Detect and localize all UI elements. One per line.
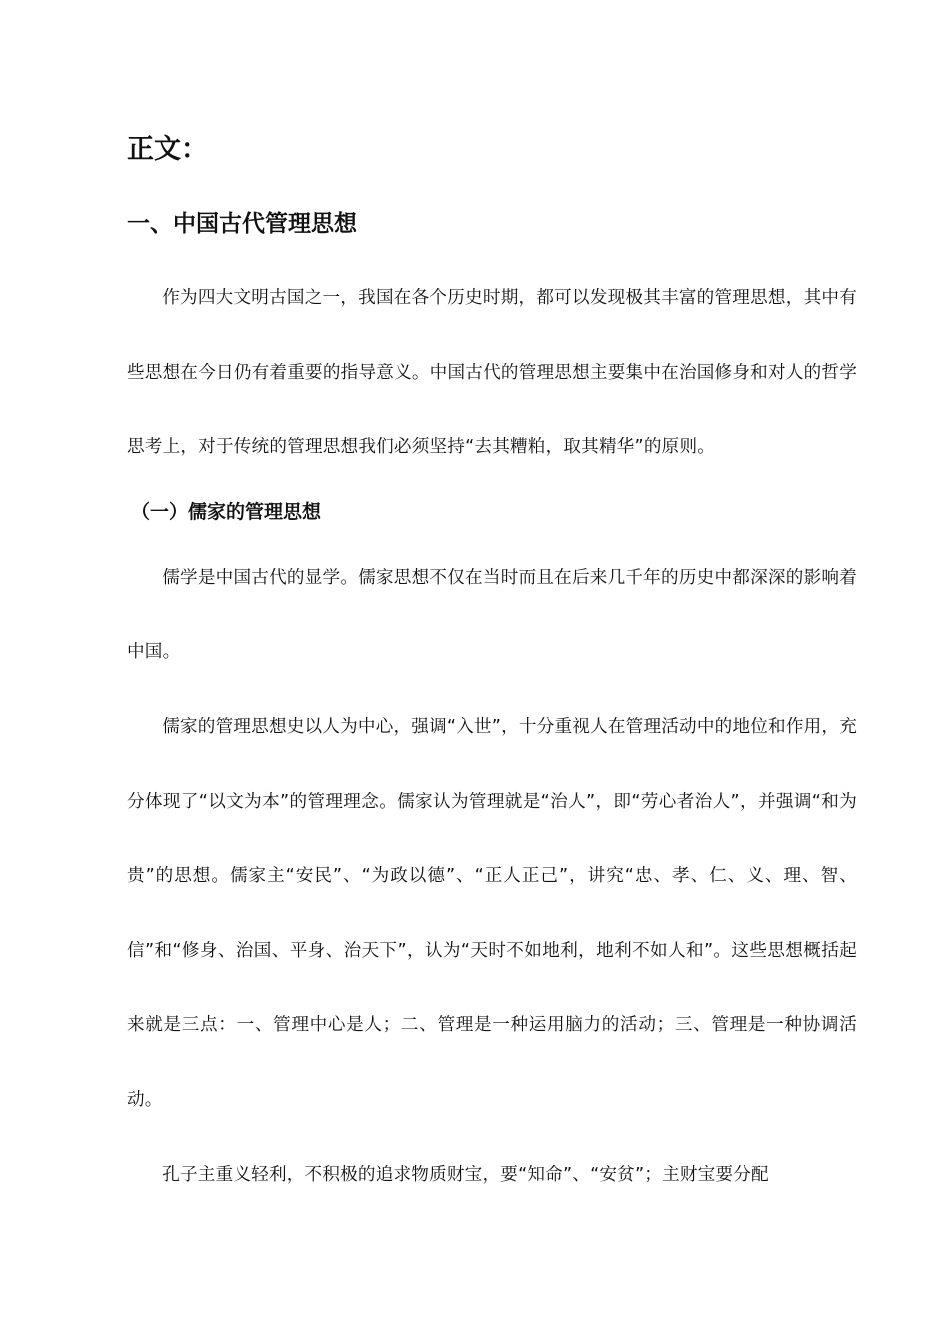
intro-paragraph: 作为四大文明古国之一，我国在各个历史时期，都可以发现极其丰富的管理思想，其中有些思想在今日仍有着重要的指导意义。中国古代的管理思想主要集中在治国修身和对人的哲学思考上，对于传统的管理思想我们必须坚持“去其糟粕，取其精华”的原则。: [127, 288, 857, 458]
main-title: 正文：: [127, 134, 208, 165]
confucian-paragraph-1: 儒学是中国古代的显学。儒家思想不仅在当时而且在后来几千年的历史中都深深的影响着中国。: [127, 567, 857, 663]
confucian-paragraph-3: 孔子主重义轻利，不积极的追求物质财宝，要“知命”、“安贫”；主财宝要分配: [162, 1164, 769, 1185]
confucian-paragraph-2: 儒家的管理思想史以人为中心，强调“入世”，十分重视人在管理活动中的地位和作用，充分体现了“以文为本”的管理理念。儒家认为管理就是“治人”，即“劳心者治人”，并强调“和为贵”的思想。儒家主“安民”、“为政以德”、“正人正己”，讲究“忠、孝、仁、义、理、智、信”和“修身、治国、平身、治天下”，认为“天时不如地利，地利不如人和”。这些思想概括起来就是三点：一、管理中心是人；二、管理是一种运用脑力的活动；三、管理是一种协调活动。: [127, 716, 857, 1110]
subsection-heading-confucian: （一）儒家的管理思想: [131, 500, 322, 523]
section-heading-ancient-management: 一、中国古代管理思想: [127, 211, 357, 237]
document-body: [127, 128, 857, 1212]
